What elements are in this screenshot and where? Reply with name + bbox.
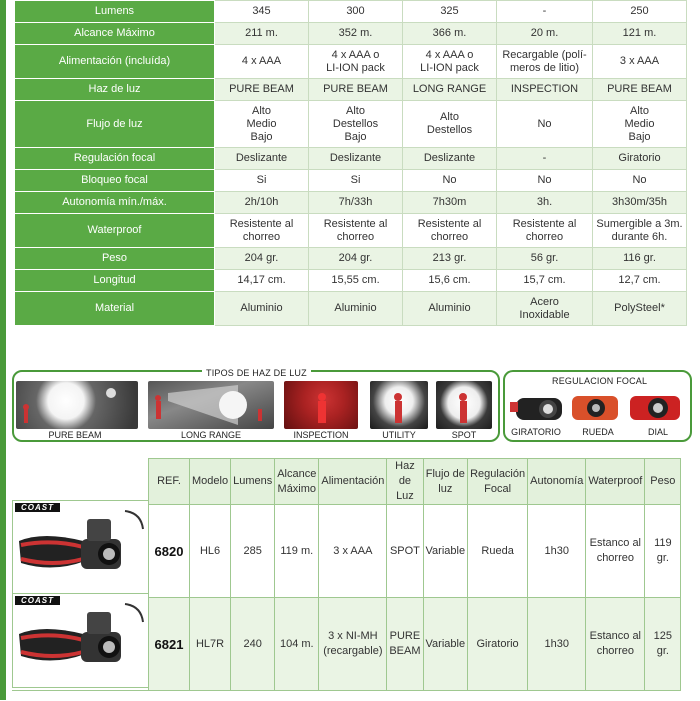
spec-row [15,148,687,170]
spec-row-label: Autonomía mín./máx. [15,192,215,214]
spec-cell: 14,17 cm. [215,270,309,292]
spec-row-label: Regulación focal [15,148,215,170]
spec-cell: 3h. [497,192,593,214]
spec-row-label: Alcance Máximo [15,23,215,45]
spec-row-label: Peso [15,248,215,270]
left-accent-bar [0,0,6,700]
product-row [149,598,681,691]
spec-cell: Resistente al chorreo [309,214,403,248]
product-cell-alcance: 104 m. [275,598,319,691]
product-header-cell: Alimentación [319,459,387,505]
next-row-edge [12,690,672,701]
beam-image-inspection [284,381,358,429]
spec-cell: 325 [403,1,497,23]
spec-cell: 15,6 cm. [403,270,497,292]
product-header-cell: Autonomía [528,459,586,505]
spec-cell: 12,7 cm. [593,270,687,292]
spec-cell: 7h/33h [309,192,403,214]
spec-cell: 4 x AAA [215,45,309,79]
product-cell-peso: 119 gr. [645,505,681,598]
spec-cell: Si [215,170,309,192]
spec-row-label: Longitud [15,270,215,292]
spec-cell: 15,7 cm. [497,270,593,292]
product-cell-ref: 6820 [149,505,190,598]
spec-cell: 4 x AAA o LI-ION pack [309,45,403,79]
spec-row-label: Flujo de luz [15,101,215,148]
product-header-cell: Waterproof [586,459,645,505]
focus-image-giratorio [510,390,568,424]
spec-cell: 121 m. [593,23,687,45]
focus-label-dial: DIAL [647,427,668,437]
spec-cell: 250 [593,1,687,23]
product-image-6820 [12,500,150,595]
spec-cell: 116 gr. [593,248,687,270]
product-cell-alcance: 119 m. [275,505,319,598]
product-cell-haz: PURE BEAM [387,598,423,691]
spec-cell: 213 gr. [403,248,497,270]
product-header-cell: Modelo [190,459,231,505]
product-cell-alimentacion: 3 x AAA [319,505,387,598]
spec-cell: Acero Inoxidable [497,292,593,326]
spec-cell: 300 [309,1,403,23]
spec-cell: 7h30m [403,192,497,214]
spec-row [15,248,687,270]
spec-cell: PURE BEAM [309,79,403,101]
spec-cell: PURE BEAM [215,79,309,101]
spec-cell: 352 m. [309,23,403,45]
product-header-cell: Lumens [231,459,275,505]
beam-label-inspection: INSPECTION [293,430,349,440]
spec-cell: Alto Destellos Bajo [309,101,403,148]
spec-row-label: Alimentación (incluída) [15,45,215,79]
spec-cell: Recargable (polí- meros de litio) [497,45,593,79]
headlamp-icon [13,594,149,686]
spec-cell: Resistente al chorreo [215,214,309,248]
product-cell-lumens: 240 [231,598,275,691]
spec-cell: No [593,170,687,192]
spec-cell: 204 gr. [215,248,309,270]
spec-cell: 2h/10h [215,192,309,214]
spec-cell: Deslizante [309,148,403,170]
product-cell-regulacion: Rueda [468,505,528,598]
spec-row [15,170,687,192]
spec-cell: INSPECTION [497,79,593,101]
spec-cell: Giratorio [593,148,687,170]
spec-row [15,1,687,23]
product-cell-modelo: HL6 [190,505,231,598]
spec-cell: 56 gr. [497,248,593,270]
spec-cell: Aluminio [403,292,497,326]
spec-cell: Aluminio [215,292,309,326]
beam-label-spot: SPOT [451,430,477,440]
spec-row [15,270,687,292]
brand-logo: COAST [15,596,60,605]
spec-cell: 4 x AAA o LI-ION pack [403,45,497,79]
product-cell-regulacion: Giratorio [468,598,528,691]
spec-cell: - [497,1,593,23]
spec-cell: Sumergible a 3m. durante 6h. [593,214,687,248]
product-cell-waterproof: Estanco al chorreo [586,505,645,598]
spec-table [14,0,687,326]
headlamp-icon [13,501,149,593]
spec-cell: 3h30m/35h [593,192,687,214]
spec-cell: Alto Destellos [403,101,497,148]
beam-image-utility [370,381,428,429]
product-image-6821 [12,593,150,688]
spec-row-label: Waterproof [15,214,215,248]
product-cell-modelo: HL7R [190,598,231,691]
spec-row [15,45,687,79]
product-header-cell: Regulación Focal [468,459,528,505]
product-row [149,505,681,598]
spec-cell: - [497,148,593,170]
beam-label-pure-beam: PURE BEAM [48,430,102,440]
focus-image-rueda [566,390,624,424]
spec-row [15,214,687,248]
beam-types-title: TIPOS DE HAZ DE LUZ [202,368,311,378]
focus-regulation-title: REGULACION FOCAL [548,376,651,386]
product-cell-lumens: 285 [231,505,275,598]
brand-logo: COAST [15,503,60,512]
spec-row-label: Haz de luz [15,79,215,101]
spec-cell: No [403,170,497,192]
beam-image-spot [436,381,492,429]
product-cell-alimentacion: 3 x NI-MH (recargable) [319,598,387,691]
product-header-cell: Haz de Luz [387,459,423,505]
spec-cell: 211 m. [215,23,309,45]
product-header-cell: Flujo de luz [423,459,468,505]
spec-cell: No [497,170,593,192]
focus-label-rueda: RUEDA [582,427,614,437]
product-cell-peso: 125 gr. [645,598,681,691]
beam-image-long-range [148,381,274,429]
spec-cell: Si [309,170,403,192]
product-cell-waterproof: Estanco al chorreo [586,598,645,691]
spec-row [15,292,687,326]
spec-cell: Resistente al chorreo [497,214,593,248]
spec-row-label: Bloqueo focal [15,170,215,192]
spec-cell: 15,55 cm. [309,270,403,292]
product-cell-autonomia: 1h30 [528,505,586,598]
spec-cell: No [497,101,593,148]
beam-label-utility: UTILITY [382,430,416,440]
spec-cell: 204 gr. [309,248,403,270]
product-header-cell: Alcance Máximo [275,459,319,505]
spec-cell: Deslizante [215,148,309,170]
product-table-header [149,459,681,505]
product-table [148,458,681,691]
beam-label-long-range: LONG RANGE [180,430,241,440]
spec-row [15,23,687,45]
spec-cell: 366 m. [403,23,497,45]
product-header-cell: REF. [149,459,190,505]
product-cell-flujo: Variable [423,598,468,691]
spec-row-label: Lumens [15,1,215,23]
spec-cell: 3 x AAA [593,45,687,79]
product-cell-ref: 6821 [149,598,190,691]
spec-cell: PolySteel* [593,292,687,326]
spec-row [15,79,687,101]
focus-image-dial [626,390,684,424]
spec-cell: 20 m. [497,23,593,45]
spec-cell: Deslizante [403,148,497,170]
spec-cell: 345 [215,1,309,23]
beam-image-pure-beam [16,381,138,429]
spec-row-label: Material [15,292,215,326]
product-cell-haz: SPOT [387,505,423,598]
spec-cell: Alto Medio Bajo [215,101,309,148]
product-cell-flujo: Variable [423,505,468,598]
product-header-cell: Peso [645,459,681,505]
spec-cell: Resistente al chorreo [403,214,497,248]
spec-cell: LONG RANGE [403,79,497,101]
spec-row [15,192,687,214]
focus-label-giratorio: GIRATORIO [511,427,561,437]
product-cell-autonomia: 1h30 [528,598,586,691]
spec-cell: Alto Medio Bajo [593,101,687,148]
spec-cell: Aluminio [309,292,403,326]
spec-cell: PURE BEAM [593,79,687,101]
spec-row [15,101,687,148]
